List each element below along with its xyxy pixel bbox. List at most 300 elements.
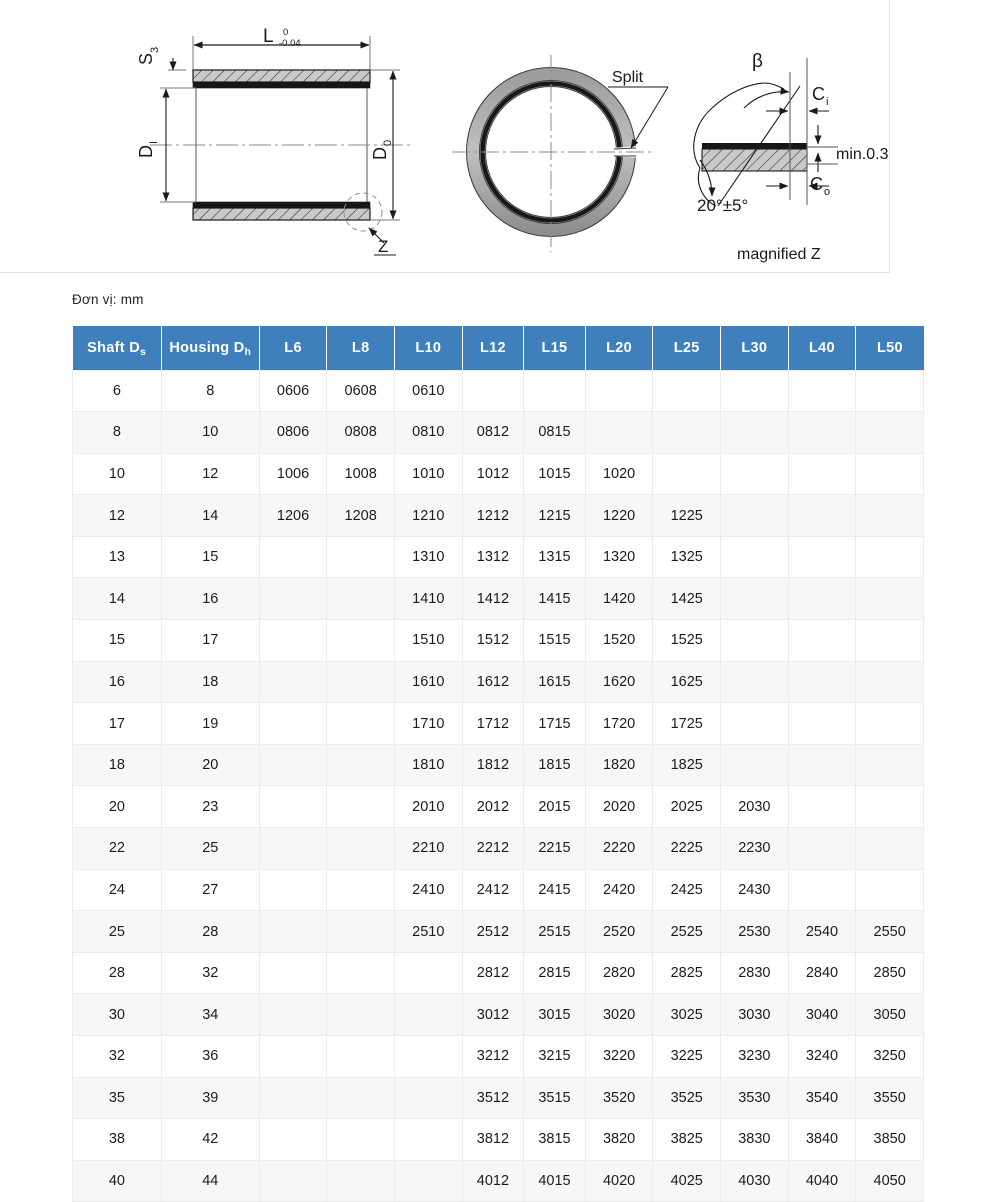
cell-part-number bbox=[856, 869, 924, 911]
column-header-l20[interactable]: L20 bbox=[585, 326, 653, 370]
tolerance-lower-label: -0.04 bbox=[279, 38, 301, 49]
cell-part-number bbox=[394, 1160, 462, 1202]
column-header-l15[interactable]: L15 bbox=[524, 326, 586, 370]
column-header-l30[interactable]: L30 bbox=[721, 326, 789, 370]
cell-shaft-diameter: 10 bbox=[73, 453, 162, 495]
cell-housing-diameter: 44 bbox=[161, 1160, 259, 1202]
cell-part-number bbox=[259, 661, 327, 703]
cell-part-number: 1610 bbox=[394, 661, 462, 703]
cell-part-number: 1725 bbox=[653, 703, 721, 745]
cell-part-number bbox=[788, 744, 856, 786]
cell-part-number: 1215 bbox=[524, 495, 586, 537]
cell-part-number: 0610 bbox=[394, 370, 462, 412]
cell-part-number: 3840 bbox=[788, 1119, 856, 1161]
inner-diameter-label: D bbox=[136, 145, 156, 158]
cell-part-number bbox=[856, 495, 924, 537]
cell-shaft-diameter: 14 bbox=[73, 578, 162, 620]
cell-part-number bbox=[653, 370, 721, 412]
cell-part-number: 2215 bbox=[524, 828, 586, 870]
table-row bbox=[73, 661, 924, 703]
cell-housing-diameter: 32 bbox=[161, 952, 259, 994]
cell-part-number: 2020 bbox=[585, 786, 653, 828]
cell-shaft-diameter: 13 bbox=[73, 536, 162, 578]
cell-shaft-diameter: 35 bbox=[73, 1077, 162, 1119]
cell-housing-diameter: 34 bbox=[161, 994, 259, 1036]
cell-part-number bbox=[327, 1160, 395, 1202]
length-dimension-label: L bbox=[263, 26, 274, 47]
cell-part-number: 1815 bbox=[524, 744, 586, 786]
cell-part-number bbox=[856, 370, 924, 412]
cell-part-number: 2230 bbox=[721, 828, 789, 870]
column-header-l40[interactable]: L40 bbox=[788, 326, 856, 370]
table-header bbox=[73, 326, 924, 370]
cell-part-number: 1712 bbox=[462, 703, 524, 745]
cell-part-number bbox=[327, 1119, 395, 1161]
cell-part-number: 3550 bbox=[856, 1077, 924, 1119]
cell-housing-diameter: 23 bbox=[161, 786, 259, 828]
cell-part-number bbox=[856, 786, 924, 828]
cell-part-number: 3825 bbox=[653, 1119, 721, 1161]
cell-part-number: 2030 bbox=[721, 786, 789, 828]
cell-shaft-diameter: 12 bbox=[73, 495, 162, 537]
table-row bbox=[73, 370, 924, 412]
column-header-subscript: s bbox=[140, 345, 147, 358]
table-row bbox=[73, 911, 924, 953]
detail-view-caption: magnified Z bbox=[737, 246, 821, 263]
cell-part-number bbox=[788, 703, 856, 745]
cell-part-number: 3025 bbox=[653, 994, 721, 1036]
cell-part-number bbox=[327, 786, 395, 828]
taper-angle-label: 20°±5° bbox=[697, 196, 749, 215]
cell-part-number: 1810 bbox=[394, 744, 462, 786]
cell-part-number bbox=[721, 703, 789, 745]
cell-shaft-diameter: 15 bbox=[73, 620, 162, 662]
cell-housing-diameter: 28 bbox=[161, 911, 259, 953]
column-header-l50[interactable]: L50 bbox=[856, 326, 924, 370]
cell-part-number: 1210 bbox=[394, 495, 462, 537]
chamfer-inner-label: C bbox=[812, 84, 825, 104]
section-view bbox=[150, 36, 412, 255]
cell-part-number: 1825 bbox=[653, 744, 721, 786]
cell-part-number: 3830 bbox=[721, 1119, 789, 1161]
cell-part-number: 1525 bbox=[653, 620, 721, 662]
cell-part-number: 2550 bbox=[856, 911, 924, 953]
cell-part-number: 2420 bbox=[585, 869, 653, 911]
cell-part-number bbox=[327, 536, 395, 578]
cell-part-number bbox=[653, 453, 721, 495]
cell-housing-diameter: 10 bbox=[161, 412, 259, 454]
cell-part-number bbox=[788, 495, 856, 537]
cell-shaft-diameter: 16 bbox=[73, 661, 162, 703]
cell-part-number: 3515 bbox=[524, 1077, 586, 1119]
cell-part-number: 1420 bbox=[585, 578, 653, 620]
inner-diameter-sub: I bbox=[148, 140, 160, 144]
technical-drawing bbox=[0, 0, 890, 273]
drawing-panel bbox=[0, 0, 890, 273]
outer-diameter-label: D bbox=[370, 147, 390, 160]
cell-housing-diameter: 25 bbox=[161, 828, 259, 870]
table-row bbox=[73, 869, 924, 911]
cell-part-number bbox=[259, 828, 327, 870]
cell-part-number bbox=[259, 1160, 327, 1202]
cell-part-number: 4030 bbox=[721, 1160, 789, 1202]
cell-part-number: 1412 bbox=[462, 578, 524, 620]
cell-part-number bbox=[721, 370, 789, 412]
cell-part-number bbox=[259, 578, 327, 620]
cell-part-number bbox=[856, 744, 924, 786]
specification-table bbox=[72, 326, 924, 1202]
cell-part-number bbox=[721, 661, 789, 703]
table-row bbox=[73, 1119, 924, 1161]
cell-shaft-diameter: 24 bbox=[73, 869, 162, 911]
table-row bbox=[73, 1077, 924, 1119]
cell-part-number: 2220 bbox=[585, 828, 653, 870]
table-row bbox=[73, 620, 924, 662]
cell-part-number bbox=[327, 952, 395, 994]
unit-note: Đơn vị: mm bbox=[72, 292, 144, 307]
cell-part-number: 3015 bbox=[524, 994, 586, 1036]
table-row bbox=[73, 578, 924, 620]
cell-part-number bbox=[259, 744, 327, 786]
cell-part-number: 1512 bbox=[462, 620, 524, 662]
cell-part-number: 1208 bbox=[327, 495, 395, 537]
cell-part-number bbox=[788, 661, 856, 703]
column-header-shaft-d[interactable]: Shaft $D_s$ bbox=[73, 326, 162, 370]
cell-part-number: 3012 bbox=[462, 994, 524, 1036]
cell-part-number bbox=[721, 620, 789, 662]
cell-part-number: 3812 bbox=[462, 1119, 524, 1161]
cell-part-number bbox=[259, 952, 327, 994]
cell-part-number: 3530 bbox=[721, 1077, 789, 1119]
cell-part-number: 2012 bbox=[462, 786, 524, 828]
cell-part-number: 2830 bbox=[721, 952, 789, 994]
cell-part-number bbox=[721, 495, 789, 537]
cell-part-number: 1212 bbox=[462, 495, 524, 537]
cell-shaft-diameter: 30 bbox=[73, 994, 162, 1036]
table-body bbox=[73, 370, 924, 1202]
cell-part-number: 1520 bbox=[585, 620, 653, 662]
cell-part-number: 1720 bbox=[585, 703, 653, 745]
cell-part-number bbox=[856, 620, 924, 662]
cell-shaft-diameter: 18 bbox=[73, 744, 162, 786]
cell-part-number bbox=[327, 744, 395, 786]
cell-part-number: 3540 bbox=[788, 1077, 856, 1119]
cell-part-number: 3240 bbox=[788, 1036, 856, 1078]
cell-part-number bbox=[259, 1119, 327, 1161]
cell-part-number bbox=[653, 412, 721, 454]
cell-part-number: 0808 bbox=[327, 412, 395, 454]
cell-part-number bbox=[394, 994, 462, 1036]
beta-angle-label: β bbox=[752, 51, 763, 72]
cell-part-number: 3212 bbox=[462, 1036, 524, 1078]
table-row bbox=[73, 786, 924, 828]
cell-part-number: 3820 bbox=[585, 1119, 653, 1161]
cell-part-number: 1820 bbox=[585, 744, 653, 786]
cell-housing-diameter: 15 bbox=[161, 536, 259, 578]
cell-part-number bbox=[259, 536, 327, 578]
cell-part-number bbox=[788, 828, 856, 870]
detail-callout-label: Z bbox=[378, 237, 389, 256]
cell-part-number: 1710 bbox=[394, 703, 462, 745]
chamfer-outer-label: C bbox=[810, 174, 823, 194]
cell-part-number: 1020 bbox=[585, 453, 653, 495]
cell-part-number bbox=[856, 453, 924, 495]
cell-part-number: 2430 bbox=[721, 869, 789, 911]
cell-shaft-diameter: 25 bbox=[73, 911, 162, 953]
cell-shaft-diameter: 20 bbox=[73, 786, 162, 828]
cell-part-number bbox=[394, 1119, 462, 1161]
cell-part-number bbox=[721, 536, 789, 578]
cell-part-number bbox=[856, 703, 924, 745]
table-row bbox=[73, 495, 924, 537]
split-label: Split bbox=[612, 69, 644, 86]
table-row bbox=[73, 1036, 924, 1078]
cell-part-number: 3030 bbox=[721, 994, 789, 1036]
cell-part-number bbox=[524, 370, 586, 412]
cell-part-number: 4025 bbox=[653, 1160, 721, 1202]
cell-part-number: 1625 bbox=[653, 661, 721, 703]
cell-part-number: 3050 bbox=[856, 994, 924, 1036]
cell-part-number: 2520 bbox=[585, 911, 653, 953]
table-row bbox=[73, 1160, 924, 1202]
cell-part-number: 2812 bbox=[462, 952, 524, 994]
cell-part-number bbox=[788, 370, 856, 412]
chamfer-inner-sub: i bbox=[826, 96, 829, 108]
cell-part-number: 1010 bbox=[394, 453, 462, 495]
cell-shaft-diameter: 28 bbox=[73, 952, 162, 994]
table-row bbox=[73, 536, 924, 578]
cell-part-number bbox=[585, 412, 653, 454]
cell-part-number: 2415 bbox=[524, 869, 586, 911]
table-row bbox=[73, 952, 924, 994]
cell-housing-diameter: 14 bbox=[161, 495, 259, 537]
cell-part-number bbox=[327, 1036, 395, 1078]
cell-part-number bbox=[788, 412, 856, 454]
cell-part-number bbox=[327, 828, 395, 870]
cell-part-number: 0606 bbox=[259, 370, 327, 412]
cell-part-number: 3230 bbox=[721, 1036, 789, 1078]
cell-housing-diameter: 16 bbox=[161, 578, 259, 620]
cell-part-number bbox=[259, 620, 327, 662]
cell-part-number bbox=[788, 536, 856, 578]
cell-part-number: 2530 bbox=[721, 911, 789, 953]
cell-part-number: 1012 bbox=[462, 453, 524, 495]
cell-part-number: 2840 bbox=[788, 952, 856, 994]
cell-part-number bbox=[721, 412, 789, 454]
cell-part-number: 3815 bbox=[524, 1119, 586, 1161]
cell-part-number bbox=[788, 869, 856, 911]
cell-part-number bbox=[259, 786, 327, 828]
column-header-l12[interactable]: L12 bbox=[462, 326, 524, 370]
cell-part-number bbox=[721, 453, 789, 495]
min-thickness-label: min.0.3 bbox=[836, 146, 889, 163]
cell-part-number: 2525 bbox=[653, 911, 721, 953]
cell-part-number: 2025 bbox=[653, 786, 721, 828]
outer-diameter-sub: 0 bbox=[382, 139, 394, 146]
cell-shaft-diameter: 32 bbox=[73, 1036, 162, 1078]
cell-part-number bbox=[788, 620, 856, 662]
cell-part-number bbox=[327, 1077, 395, 1119]
cell-part-number: 3215 bbox=[524, 1036, 586, 1078]
cell-part-number bbox=[394, 952, 462, 994]
cell-part-number: 3250 bbox=[856, 1036, 924, 1078]
cell-part-number: 1225 bbox=[653, 495, 721, 537]
cell-shaft-diameter: 17 bbox=[73, 703, 162, 745]
cell-part-number: 1612 bbox=[462, 661, 524, 703]
cell-part-number bbox=[856, 412, 924, 454]
cell-part-number bbox=[788, 578, 856, 620]
cell-part-number: 3512 bbox=[462, 1077, 524, 1119]
cell-part-number: 4040 bbox=[788, 1160, 856, 1202]
table-row bbox=[73, 453, 924, 495]
cell-part-number: 1510 bbox=[394, 620, 462, 662]
cell-housing-diameter: 18 bbox=[161, 661, 259, 703]
wall-thickness-sub: 3 bbox=[149, 46, 161, 53]
table-row bbox=[73, 744, 924, 786]
cell-part-number bbox=[327, 703, 395, 745]
cell-part-number: 1615 bbox=[524, 661, 586, 703]
cell-part-number: 2815 bbox=[524, 952, 586, 994]
cell-housing-diameter: 39 bbox=[161, 1077, 259, 1119]
cell-part-number: 1310 bbox=[394, 536, 462, 578]
cell-part-number: 1220 bbox=[585, 495, 653, 537]
cell-part-number: 0806 bbox=[259, 412, 327, 454]
cell-part-number: 4020 bbox=[585, 1160, 653, 1202]
cell-part-number bbox=[462, 370, 524, 412]
cell-part-number: 1320 bbox=[585, 536, 653, 578]
cell-part-number: 2412 bbox=[462, 869, 524, 911]
cell-part-number: 3020 bbox=[585, 994, 653, 1036]
cell-part-number: 4050 bbox=[856, 1160, 924, 1202]
cell-part-number: 2512 bbox=[462, 911, 524, 953]
column-header-l8[interactable]: L8 bbox=[327, 326, 395, 370]
cell-housing-diameter: 8 bbox=[161, 370, 259, 412]
cell-part-number: 0608 bbox=[327, 370, 395, 412]
specification-table-container bbox=[72, 326, 924, 1202]
cell-part-number: 0815 bbox=[524, 412, 586, 454]
column-header-housing-d[interactable]: Housing $D_h$ bbox=[161, 326, 259, 370]
cell-part-number bbox=[259, 994, 327, 1036]
cell-part-number bbox=[259, 911, 327, 953]
cell-part-number: 1315 bbox=[524, 536, 586, 578]
tolerance-upper-label: 0 bbox=[283, 27, 289, 38]
cell-housing-diameter: 12 bbox=[161, 453, 259, 495]
cell-part-number: 1015 bbox=[524, 453, 586, 495]
cell-part-number: 2010 bbox=[394, 786, 462, 828]
cell-part-number bbox=[721, 578, 789, 620]
table-row bbox=[73, 412, 924, 454]
column-header-l25[interactable]: L25 bbox=[653, 326, 721, 370]
cell-part-number bbox=[259, 869, 327, 911]
cell-part-number bbox=[259, 703, 327, 745]
table-row bbox=[73, 994, 924, 1036]
cell-part-number: 2210 bbox=[394, 828, 462, 870]
cell-part-number: 2510 bbox=[394, 911, 462, 953]
cell-part-number: 1206 bbox=[259, 495, 327, 537]
cell-part-number: 2850 bbox=[856, 952, 924, 994]
cell-part-number: 4012 bbox=[462, 1160, 524, 1202]
cell-part-number: 1620 bbox=[585, 661, 653, 703]
cell-part-number: 2825 bbox=[653, 952, 721, 994]
cell-part-number: 4015 bbox=[524, 1160, 586, 1202]
cell-shaft-diameter: 40 bbox=[73, 1160, 162, 1202]
cell-part-number: 2212 bbox=[462, 828, 524, 870]
cell-part-number bbox=[327, 869, 395, 911]
cell-part-number: 2410 bbox=[394, 869, 462, 911]
cell-part-number bbox=[394, 1036, 462, 1078]
cell-part-number: 2540 bbox=[788, 911, 856, 953]
cell-part-number: 1312 bbox=[462, 536, 524, 578]
cell-shaft-diameter: 38 bbox=[73, 1119, 162, 1161]
cell-part-number bbox=[327, 911, 395, 953]
cell-housing-diameter: 20 bbox=[161, 744, 259, 786]
cell-part-number: 1515 bbox=[524, 620, 586, 662]
cell-part-number bbox=[327, 661, 395, 703]
cell-part-number bbox=[856, 578, 924, 620]
cell-part-number: 1425 bbox=[653, 578, 721, 620]
cell-part-number bbox=[259, 1077, 327, 1119]
cell-part-number: 1325 bbox=[653, 536, 721, 578]
cell-part-number bbox=[259, 1036, 327, 1078]
cell-part-number: 1415 bbox=[524, 578, 586, 620]
cell-part-number: 1008 bbox=[327, 453, 395, 495]
cell-part-number: 0810 bbox=[394, 412, 462, 454]
cell-housing-diameter: 36 bbox=[161, 1036, 259, 1078]
wall-thickness-label: S bbox=[136, 52, 156, 65]
table-row bbox=[73, 703, 924, 745]
cell-part-number: 2515 bbox=[524, 911, 586, 953]
cell-part-number: 1812 bbox=[462, 744, 524, 786]
cell-part-number: 1410 bbox=[394, 578, 462, 620]
cell-part-number bbox=[327, 620, 395, 662]
cell-part-number bbox=[856, 536, 924, 578]
cell-part-number bbox=[788, 453, 856, 495]
cell-part-number: 3040 bbox=[788, 994, 856, 1036]
column-header-l6[interactable]: L6 bbox=[259, 326, 327, 370]
cell-shaft-diameter: 8 bbox=[73, 412, 162, 454]
cell-part-number: 3220 bbox=[585, 1036, 653, 1078]
cell-housing-diameter: 19 bbox=[161, 703, 259, 745]
cell-part-number bbox=[721, 744, 789, 786]
cell-shaft-diameter: 6 bbox=[73, 370, 162, 412]
cell-part-number: 1715 bbox=[524, 703, 586, 745]
column-header-l10[interactable]: L10 bbox=[394, 326, 462, 370]
cell-part-number: 3225 bbox=[653, 1036, 721, 1078]
cell-part-number: 1006 bbox=[259, 453, 327, 495]
cell-part-number: 3525 bbox=[653, 1077, 721, 1119]
cell-part-number bbox=[788, 786, 856, 828]
cell-part-number bbox=[856, 828, 924, 870]
chamfer-outer-sub: o bbox=[824, 186, 831, 198]
cell-part-number: 3520 bbox=[585, 1077, 653, 1119]
cell-part-number bbox=[585, 370, 653, 412]
cell-part-number bbox=[327, 994, 395, 1036]
cell-housing-diameter: 27 bbox=[161, 869, 259, 911]
cell-part-number bbox=[394, 1077, 462, 1119]
cell-part-number: 2015 bbox=[524, 786, 586, 828]
cell-part-number: 2820 bbox=[585, 952, 653, 994]
table-header-row bbox=[73, 326, 924, 370]
cell-part-number: 2225 bbox=[653, 828, 721, 870]
cell-part-number: 2425 bbox=[653, 869, 721, 911]
cell-part-number bbox=[856, 661, 924, 703]
cell-part-number: 0812 bbox=[462, 412, 524, 454]
column-header-subscript: h bbox=[244, 345, 252, 358]
cell-shaft-diameter: 22 bbox=[73, 828, 162, 870]
table-row bbox=[73, 828, 924, 870]
cell-part-number bbox=[327, 578, 395, 620]
cell-housing-diameter: 42 bbox=[161, 1119, 259, 1161]
